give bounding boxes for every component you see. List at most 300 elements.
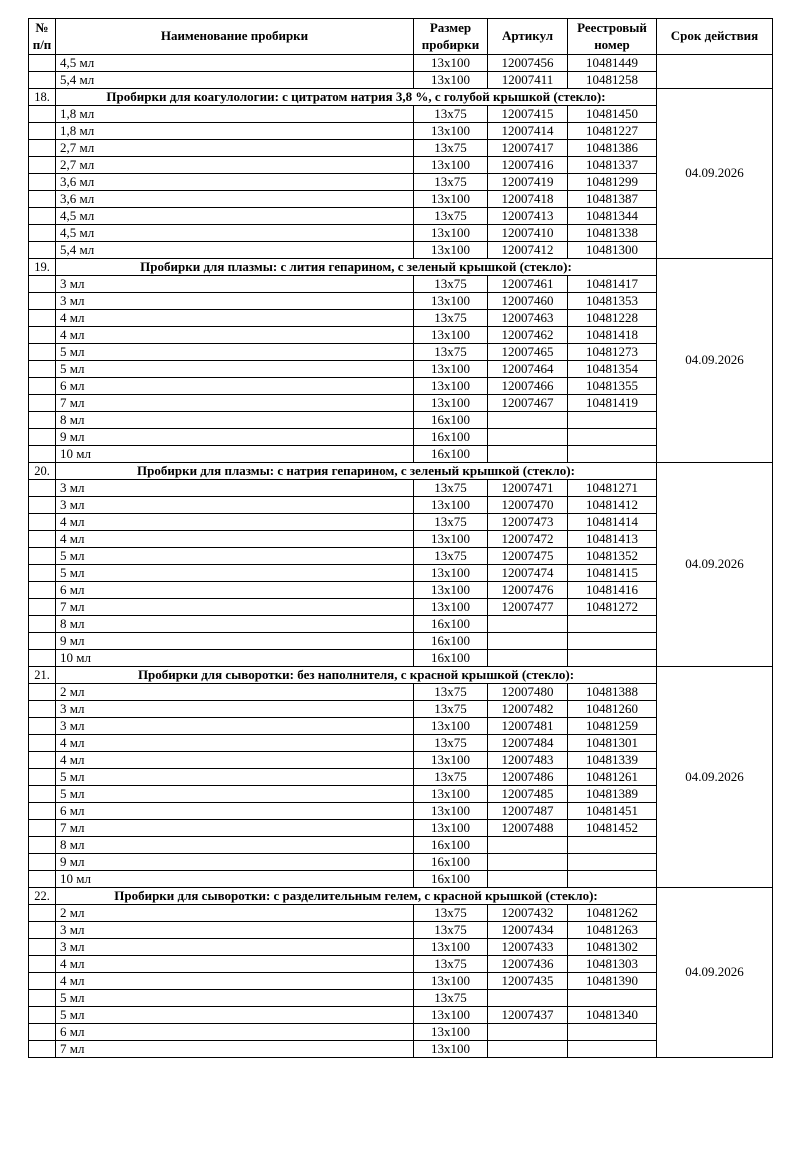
cell-tube-name: 8 мл xyxy=(56,412,414,429)
table-row xyxy=(29,55,773,72)
cell-index xyxy=(29,599,56,616)
section-header-row xyxy=(29,888,773,905)
cell-index xyxy=(29,701,56,718)
cell-tube-size: 13x75 xyxy=(414,480,488,497)
cell-article: 12007474 xyxy=(488,565,568,582)
cell-tube-size: 13x100 xyxy=(414,327,488,344)
validity-cell: 04.09.2026 xyxy=(657,888,773,1058)
validity-cell: 04.09.2026 xyxy=(657,667,773,888)
cell-tube-size: 16x100 xyxy=(414,412,488,429)
cell-registry-number xyxy=(568,990,657,1007)
cell-tube-size: 13x100 xyxy=(414,820,488,837)
cell-tube-name: 1,8 мл xyxy=(56,123,414,140)
cell-article xyxy=(488,650,568,667)
cell-index xyxy=(29,684,56,701)
column-header: Артикул xyxy=(488,19,568,55)
cell-tube-size: 13x75 xyxy=(414,208,488,225)
cell-tube-size: 16x100 xyxy=(414,429,488,446)
cell-index xyxy=(29,837,56,854)
cell-tube-name: 3,6 мл xyxy=(56,174,414,191)
cell-index xyxy=(29,242,56,259)
column-header: № п/п xyxy=(29,19,56,55)
cell-registry-number: 10481261 xyxy=(568,769,657,786)
table-body xyxy=(29,55,773,1058)
cell-registry-number xyxy=(568,854,657,871)
cell-article: 12007464 xyxy=(488,361,568,378)
cell-registry-number: 10481355 xyxy=(568,378,657,395)
cell-tube-size: 13x100 xyxy=(414,786,488,803)
cell-tube-size: 16x100 xyxy=(414,633,488,650)
cell-tube-name: 2,7 мл xyxy=(56,157,414,174)
cell-index xyxy=(29,208,56,225)
cell-registry-number xyxy=(568,633,657,650)
cell-index xyxy=(29,922,56,939)
cell-tube-name: 5 мл xyxy=(56,565,414,582)
section-number: 20. xyxy=(29,463,56,480)
cell-index xyxy=(29,412,56,429)
cell-tube-name: 3 мл xyxy=(56,922,414,939)
cell-index xyxy=(29,514,56,531)
section-title: Пробирки для сыворотки: с разделительным гелем, с красной крышкой (стекло): xyxy=(56,888,657,905)
cell-article xyxy=(488,1024,568,1041)
cell-registry-number: 10481418 xyxy=(568,327,657,344)
cell-article: 12007462 xyxy=(488,327,568,344)
cell-tube-name: 1,8 мл xyxy=(56,106,414,123)
cell-registry-number: 10481272 xyxy=(568,599,657,616)
cell-article: 12007470 xyxy=(488,497,568,514)
cell-tube-size: 13x100 xyxy=(414,378,488,395)
cell-tube-name: 3 мл xyxy=(56,276,414,293)
cell-tube-name: 4 мл xyxy=(56,310,414,327)
cell-tube-name: 5 мл xyxy=(56,990,414,1007)
cell-tube-name: 4 мл xyxy=(56,956,414,973)
cell-tube-size: 13x75 xyxy=(414,174,488,191)
cell-tube-size: 13x100 xyxy=(414,225,488,242)
cell-tube-name: 8 мл xyxy=(56,616,414,633)
cell-tube-name: 5 мл xyxy=(56,769,414,786)
cell-index xyxy=(29,956,56,973)
cell-tube-name: 10 мл xyxy=(56,650,414,667)
cell-index xyxy=(29,191,56,208)
cell-tube-name: 3,6 мл xyxy=(56,191,414,208)
cell-tube-name: 7 мл xyxy=(56,1041,414,1058)
cell-index xyxy=(29,344,56,361)
cell-registry-number: 10481389 xyxy=(568,786,657,803)
cell-article xyxy=(488,412,568,429)
cell-index xyxy=(29,905,56,922)
cell-tube-size: 13x100 xyxy=(414,1041,488,1058)
cell-tube-size: 13x100 xyxy=(414,531,488,548)
cell-registry-number: 10481344 xyxy=(568,208,657,225)
cell-index xyxy=(29,803,56,820)
cell-registry-number xyxy=(568,650,657,667)
cell-registry-number: 10481273 xyxy=(568,344,657,361)
cell-tube-size: 13x75 xyxy=(414,514,488,531)
cell-tube-size: 13x75 xyxy=(414,344,488,361)
scanned-document-page xyxy=(0,18,800,1149)
cell-article: 12007488 xyxy=(488,820,568,837)
cell-index xyxy=(29,174,56,191)
cell-article: 12007473 xyxy=(488,514,568,531)
cell-registry-number: 10481388 xyxy=(568,684,657,701)
cell-article: 12007437 xyxy=(488,1007,568,1024)
cell-tube-size: 13x100 xyxy=(414,55,488,72)
cell-tube-name: 7 мл xyxy=(56,395,414,412)
cell-registry-number: 10481271 xyxy=(568,480,657,497)
cell-article: 12007432 xyxy=(488,905,568,922)
cell-registry-number: 10481337 xyxy=(568,157,657,174)
cell-index xyxy=(29,769,56,786)
cell-article: 12007467 xyxy=(488,395,568,412)
cell-article: 12007472 xyxy=(488,531,568,548)
cell-tube-name: 3 мл xyxy=(56,497,414,514)
cell-tube-name: 6 мл xyxy=(56,582,414,599)
cell-registry-number: 10481339 xyxy=(568,752,657,769)
cell-tube-size: 13x75 xyxy=(414,769,488,786)
cell-tube-size: 13x100 xyxy=(414,599,488,616)
cell-tube-name: 6 мл xyxy=(56,378,414,395)
section-title: Пробирки для коагулологии: с цитратом натрия 3,8 %, с голубой крышкой (стекло): xyxy=(56,89,657,106)
cell-registry-number xyxy=(568,871,657,888)
cell-article xyxy=(488,1041,568,1058)
section-header-row xyxy=(29,259,773,276)
cell-index xyxy=(29,548,56,565)
cell-tube-size: 16x100 xyxy=(414,871,488,888)
cell-registry-number: 10481419 xyxy=(568,395,657,412)
cell-registry-number xyxy=(568,429,657,446)
section-number: 19. xyxy=(29,259,56,276)
cell-index xyxy=(29,650,56,667)
column-header: Срок действия xyxy=(657,19,773,55)
cell-index xyxy=(29,140,56,157)
cell-article: 12007416 xyxy=(488,157,568,174)
cell-registry-number: 10481299 xyxy=(568,174,657,191)
cell-index xyxy=(29,395,56,412)
cell-index xyxy=(29,497,56,514)
cell-article: 12007481 xyxy=(488,718,568,735)
cell-article: 12007484 xyxy=(488,735,568,752)
cell-registry-number: 10481413 xyxy=(568,531,657,548)
cell-index xyxy=(29,293,56,310)
cell-index xyxy=(29,429,56,446)
cell-article: 12007418 xyxy=(488,191,568,208)
cell-tube-name: 4 мл xyxy=(56,735,414,752)
table-header xyxy=(29,19,773,55)
cell-index xyxy=(29,531,56,548)
cell-article: 12007436 xyxy=(488,956,568,973)
cell-tube-name: 5 мл xyxy=(56,1007,414,1024)
cell-index xyxy=(29,55,56,72)
cell-article: 12007482 xyxy=(488,701,568,718)
cell-index xyxy=(29,718,56,735)
cell-tube-name: 9 мл xyxy=(56,429,414,446)
cell-tube-size: 13x75 xyxy=(414,922,488,939)
cell-tube-size: 13x100 xyxy=(414,123,488,140)
cell-tube-name: 2 мл xyxy=(56,905,414,922)
cell-index xyxy=(29,276,56,293)
cell-registry-number xyxy=(568,837,657,854)
cell-article: 12007466 xyxy=(488,378,568,395)
cell-tube-size: 16x100 xyxy=(414,446,488,463)
cell-article: 12007433 xyxy=(488,939,568,956)
cell-tube-size: 13x100 xyxy=(414,1007,488,1024)
cell-registry-number xyxy=(568,446,657,463)
cell-index xyxy=(29,939,56,956)
cell-article xyxy=(488,854,568,871)
cell-index xyxy=(29,157,56,174)
cell-tube-size: 13x75 xyxy=(414,905,488,922)
cell-index xyxy=(29,72,56,89)
cell-article: 12007410 xyxy=(488,225,568,242)
cell-registry-number: 10481415 xyxy=(568,565,657,582)
cell-tube-name: 3 мл xyxy=(56,718,414,735)
cell-tube-name: 7 мл xyxy=(56,820,414,837)
cell-registry-number: 10481227 xyxy=(568,123,657,140)
cell-article xyxy=(488,429,568,446)
cell-article: 12007483 xyxy=(488,752,568,769)
cell-index xyxy=(29,582,56,599)
cell-tube-size: 13x75 xyxy=(414,956,488,973)
validity-cell xyxy=(657,55,773,89)
cell-article: 12007411 xyxy=(488,72,568,89)
cell-index xyxy=(29,990,56,1007)
cell-tube-size: 13x75 xyxy=(414,140,488,157)
cell-tube-name: 5,4 мл xyxy=(56,72,414,89)
cell-tube-size: 13x75 xyxy=(414,548,488,565)
cell-tube-size: 13x100 xyxy=(414,1024,488,1041)
cell-tube-size: 13x100 xyxy=(414,718,488,735)
section-header-row xyxy=(29,667,773,684)
cell-tube-name: 3 мл xyxy=(56,939,414,956)
cell-tube-size: 16x100 xyxy=(414,854,488,871)
cell-registry-number: 10481386 xyxy=(568,140,657,157)
cell-tube-name: 7 мл xyxy=(56,599,414,616)
cell-tube-name: 8 мл xyxy=(56,837,414,854)
cell-article: 12007460 xyxy=(488,293,568,310)
cell-index xyxy=(29,361,56,378)
cell-article: 12007412 xyxy=(488,242,568,259)
cell-article xyxy=(488,633,568,650)
cell-registry-number: 10481449 xyxy=(568,55,657,72)
cell-article xyxy=(488,990,568,1007)
cell-index xyxy=(29,973,56,990)
cell-tube-size: 13x100 xyxy=(414,293,488,310)
cell-registry-number: 10481412 xyxy=(568,497,657,514)
cell-tube-size: 13x100 xyxy=(414,752,488,769)
cell-registry-number: 10481387 xyxy=(568,191,657,208)
cell-tube-size: 13x75 xyxy=(414,990,488,1007)
cell-tube-size: 13x75 xyxy=(414,701,488,718)
cell-registry-number: 10481338 xyxy=(568,225,657,242)
cell-index xyxy=(29,123,56,140)
cell-registry-number: 10481340 xyxy=(568,1007,657,1024)
cell-article: 12007477 xyxy=(488,599,568,616)
cell-tube-size: 13x100 xyxy=(414,361,488,378)
cell-tube-name: 5,4 мл xyxy=(56,242,414,259)
cell-registry-number: 10481390 xyxy=(568,973,657,990)
cell-index xyxy=(29,1007,56,1024)
section-title: Пробирки для сыворотки: без наполнителя, с красной крышкой (стекло): xyxy=(56,667,657,684)
cell-article xyxy=(488,616,568,633)
cell-index xyxy=(29,871,56,888)
cell-tube-name: 5 мл xyxy=(56,548,414,565)
cell-registry-number xyxy=(568,1024,657,1041)
cell-index xyxy=(29,310,56,327)
cell-tube-name: 4 мл xyxy=(56,514,414,531)
cell-index xyxy=(29,480,56,497)
cell-index xyxy=(29,225,56,242)
cell-article: 12007476 xyxy=(488,582,568,599)
cell-article: 12007413 xyxy=(488,208,568,225)
cell-article: 12007465 xyxy=(488,344,568,361)
cell-article: 12007456 xyxy=(488,55,568,72)
cell-tube-size: 13x100 xyxy=(414,939,488,956)
cell-registry-number: 10481451 xyxy=(568,803,657,820)
cell-registry-number: 10481260 xyxy=(568,701,657,718)
cell-article: 12007434 xyxy=(488,922,568,939)
cell-tube-size: 13x100 xyxy=(414,395,488,412)
cell-tube-size: 13x75 xyxy=(414,310,488,327)
cell-registry-number: 10481352 xyxy=(568,548,657,565)
section-header-row xyxy=(29,463,773,480)
cell-registry-number: 10481302 xyxy=(568,939,657,956)
cell-index xyxy=(29,820,56,837)
cell-tube-name: 3 мл xyxy=(56,480,414,497)
cell-article: 12007463 xyxy=(488,310,568,327)
cell-index xyxy=(29,786,56,803)
cell-registry-number: 10481414 xyxy=(568,514,657,531)
cell-article: 12007480 xyxy=(488,684,568,701)
section-header-row xyxy=(29,89,773,106)
cell-tube-name: 4,5 мл xyxy=(56,225,414,242)
cell-registry-number: 10481258 xyxy=(568,72,657,89)
cell-tube-size: 13x100 xyxy=(414,191,488,208)
cell-tube-name: 9 мл xyxy=(56,854,414,871)
cell-tube-name: 5 мл xyxy=(56,786,414,803)
cell-article: 12007417 xyxy=(488,140,568,157)
cell-tube-name: 4,5 мл xyxy=(56,208,414,225)
cell-tube-size: 13x75 xyxy=(414,735,488,752)
cell-tube-name: 3 мл xyxy=(56,701,414,718)
cell-tube-name: 2 мл xyxy=(56,684,414,701)
cell-tube-name: 4 мл xyxy=(56,531,414,548)
cell-article: 12007475 xyxy=(488,548,568,565)
cell-registry-number: 10481301 xyxy=(568,735,657,752)
cell-registry-number: 10481300 xyxy=(568,242,657,259)
cell-tube-size: 13x100 xyxy=(414,582,488,599)
cell-tube-size: 13x100 xyxy=(414,497,488,514)
cell-registry-number: 10481452 xyxy=(568,820,657,837)
cell-index xyxy=(29,565,56,582)
cell-registry-number: 10481416 xyxy=(568,582,657,599)
section-title: Пробирки для плазмы: с натрия гепарином, с зеленый крышкой (стекло): xyxy=(56,463,657,480)
cell-article: 12007435 xyxy=(488,973,568,990)
header-row xyxy=(29,19,773,55)
section-number: 21. xyxy=(29,667,56,684)
cell-registry-number: 10481263 xyxy=(568,922,657,939)
cell-index xyxy=(29,633,56,650)
cell-registry-number: 10481259 xyxy=(568,718,657,735)
validity-cell: 04.09.2026 xyxy=(657,89,773,259)
cell-tube-size: 13x75 xyxy=(414,684,488,701)
section-number: 18. xyxy=(29,89,56,106)
cell-tube-size: 13x100 xyxy=(414,565,488,582)
cell-tube-name: 6 мл xyxy=(56,1024,414,1041)
cell-tube-size: 13x75 xyxy=(414,106,488,123)
cell-index xyxy=(29,616,56,633)
cell-article: 12007414 xyxy=(488,123,568,140)
cell-article: 12007419 xyxy=(488,174,568,191)
cell-index xyxy=(29,735,56,752)
cell-tube-name: 4 мл xyxy=(56,752,414,769)
cell-registry-number xyxy=(568,412,657,429)
cell-tube-size: 16x100 xyxy=(414,650,488,667)
cell-index xyxy=(29,446,56,463)
cell-index xyxy=(29,1024,56,1041)
cell-tube-name: 5 мл xyxy=(56,361,414,378)
cell-tube-size: 13x100 xyxy=(414,72,488,89)
cell-article: 12007415 xyxy=(488,106,568,123)
cell-tube-name: 2,7 мл xyxy=(56,140,414,157)
cell-registry-number: 10481303 xyxy=(568,956,657,973)
cell-article: 12007461 xyxy=(488,276,568,293)
cell-tube-size: 13x75 xyxy=(414,276,488,293)
cell-registry-number: 10481228 xyxy=(568,310,657,327)
cell-index xyxy=(29,752,56,769)
section-title: Пробирки для плазмы: с лития гепарином, с зеленый крышкой (стекло): xyxy=(56,259,657,276)
cell-article xyxy=(488,837,568,854)
cell-tube-name: 5 мл xyxy=(56,344,414,361)
validity-cell: 04.09.2026 xyxy=(657,259,773,463)
cell-registry-number xyxy=(568,616,657,633)
cell-index xyxy=(29,327,56,344)
cell-tube-size: 16x100 xyxy=(414,616,488,633)
cell-tube-name: 3 мл xyxy=(56,293,414,310)
cell-index xyxy=(29,106,56,123)
cell-registry-number: 10481354 xyxy=(568,361,657,378)
cell-tube-name: 10 мл xyxy=(56,871,414,888)
tube-registry-table xyxy=(28,18,773,1058)
cell-registry-number xyxy=(568,1041,657,1058)
cell-index xyxy=(29,378,56,395)
cell-registry-number: 10481417 xyxy=(568,276,657,293)
cell-tube-size: 16x100 xyxy=(414,837,488,854)
cell-tube-size: 13x100 xyxy=(414,157,488,174)
cell-article: 12007471 xyxy=(488,480,568,497)
cell-tube-name: 4 мл xyxy=(56,973,414,990)
cell-tube-name: 4,5 мл xyxy=(56,55,414,72)
cell-tube-size: 13x100 xyxy=(414,803,488,820)
cell-article xyxy=(488,446,568,463)
cell-tube-name: 4 мл xyxy=(56,327,414,344)
cell-index xyxy=(29,854,56,871)
cell-tube-name: 6 мл xyxy=(56,803,414,820)
cell-tube-name: 9 мл xyxy=(56,633,414,650)
cell-registry-number: 10481353 xyxy=(568,293,657,310)
cell-registry-number: 10481262 xyxy=(568,905,657,922)
column-header: Размер пробирки xyxy=(414,19,488,55)
cell-index xyxy=(29,1041,56,1058)
cell-article: 12007486 xyxy=(488,769,568,786)
cell-tube-name: 10 мл xyxy=(56,446,414,463)
section-number: 22. xyxy=(29,888,56,905)
column-header: Реестровый номер xyxy=(568,19,657,55)
column-header: Наименование пробирки xyxy=(56,19,414,55)
cell-article xyxy=(488,871,568,888)
cell-tube-size: 13x100 xyxy=(414,973,488,990)
cell-registry-number: 10481450 xyxy=(568,106,657,123)
cell-tube-size: 13x100 xyxy=(414,242,488,259)
